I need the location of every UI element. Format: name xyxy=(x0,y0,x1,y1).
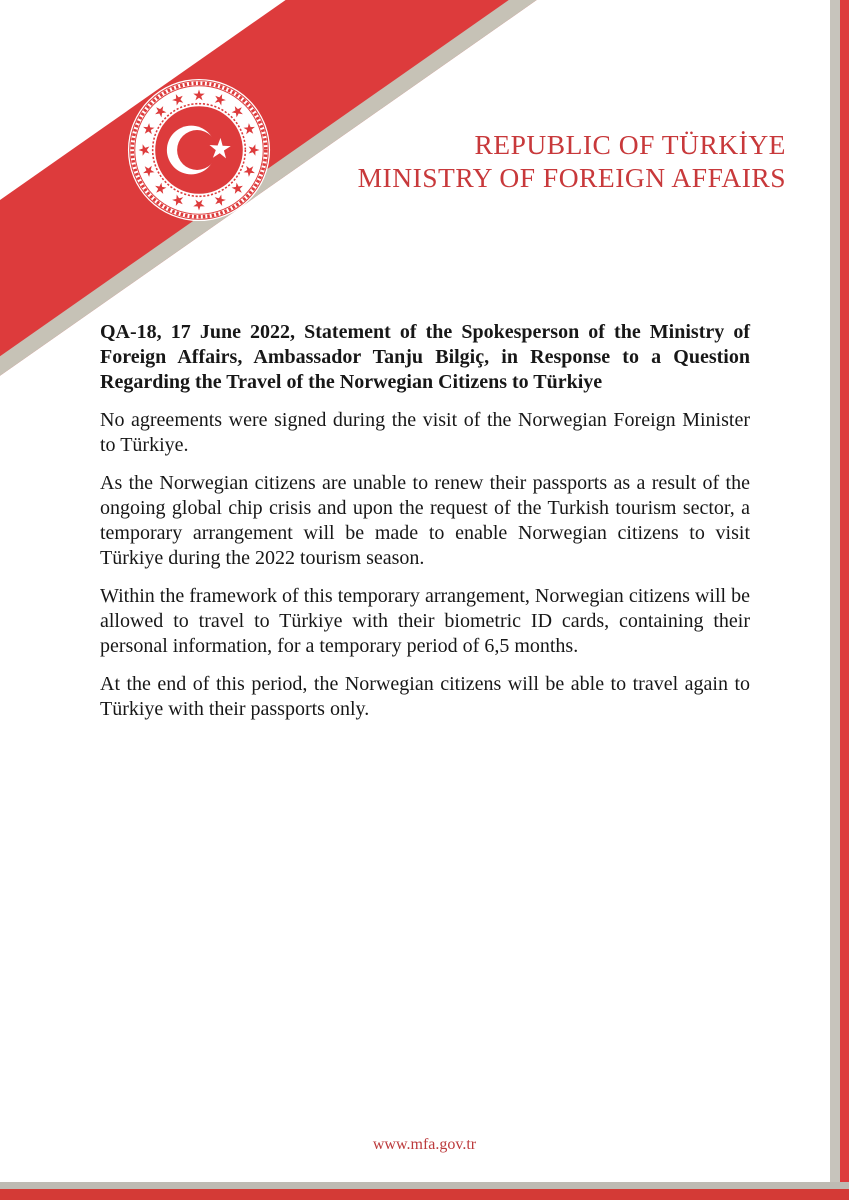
right-edge-red-stripe xyxy=(840,0,849,1200)
statement-heading: QA-18, 17 June 2022, Statement of the Spokesperson of the Ministry of Foreign Affairs, Ambassador Tanju Bilgiç, in Response to a Question Regarding the Travel of the Norwegian Citizens to Türkiye xyxy=(100,321,750,393)
ministry-title xyxy=(358,128,786,194)
ministry-title-line2: MINISTRY OF FOREIGN AFFAIRS xyxy=(357,162,786,193)
right-edge-gray-stripe xyxy=(830,0,840,1200)
footer-url: www.mfa.gov.tr xyxy=(372,1136,477,1153)
statement-paragraph: No agreements were signed during the visit of the Norwegian Foreign Minister to Türkiye. xyxy=(100,409,750,456)
statement-paragraph: At the end of this period, the Norwegian citizens will be able to travel again to Türkiye with their passports only. xyxy=(100,673,750,720)
bottom-edge-red-stripe xyxy=(0,1189,849,1200)
statement-paragraph: Within the framework of this temporary arrangement, Norwegian citizens will be allowed to travel to Türkiye with their biometric ID cards, containing their personal information, for a temporary period of 6,5 months. xyxy=(100,585,750,657)
mfa-emblem-icon xyxy=(126,77,272,223)
ministry-title-line1: REPUBLIC OF TÜRKİYE xyxy=(474,129,786,160)
bottom-edge-gray-stripe xyxy=(0,1182,849,1189)
document-body xyxy=(100,320,750,735)
statement-paragraph: As the Norwegian citizens are unable to renew their passports as a result of the ongoing global chip crisis and upon the request of the Turkish tourism sector, a temporary arrangement will be made to enable Norwegian citizens to visit Türkiye during the 2022 tourism season. xyxy=(100,472,750,569)
